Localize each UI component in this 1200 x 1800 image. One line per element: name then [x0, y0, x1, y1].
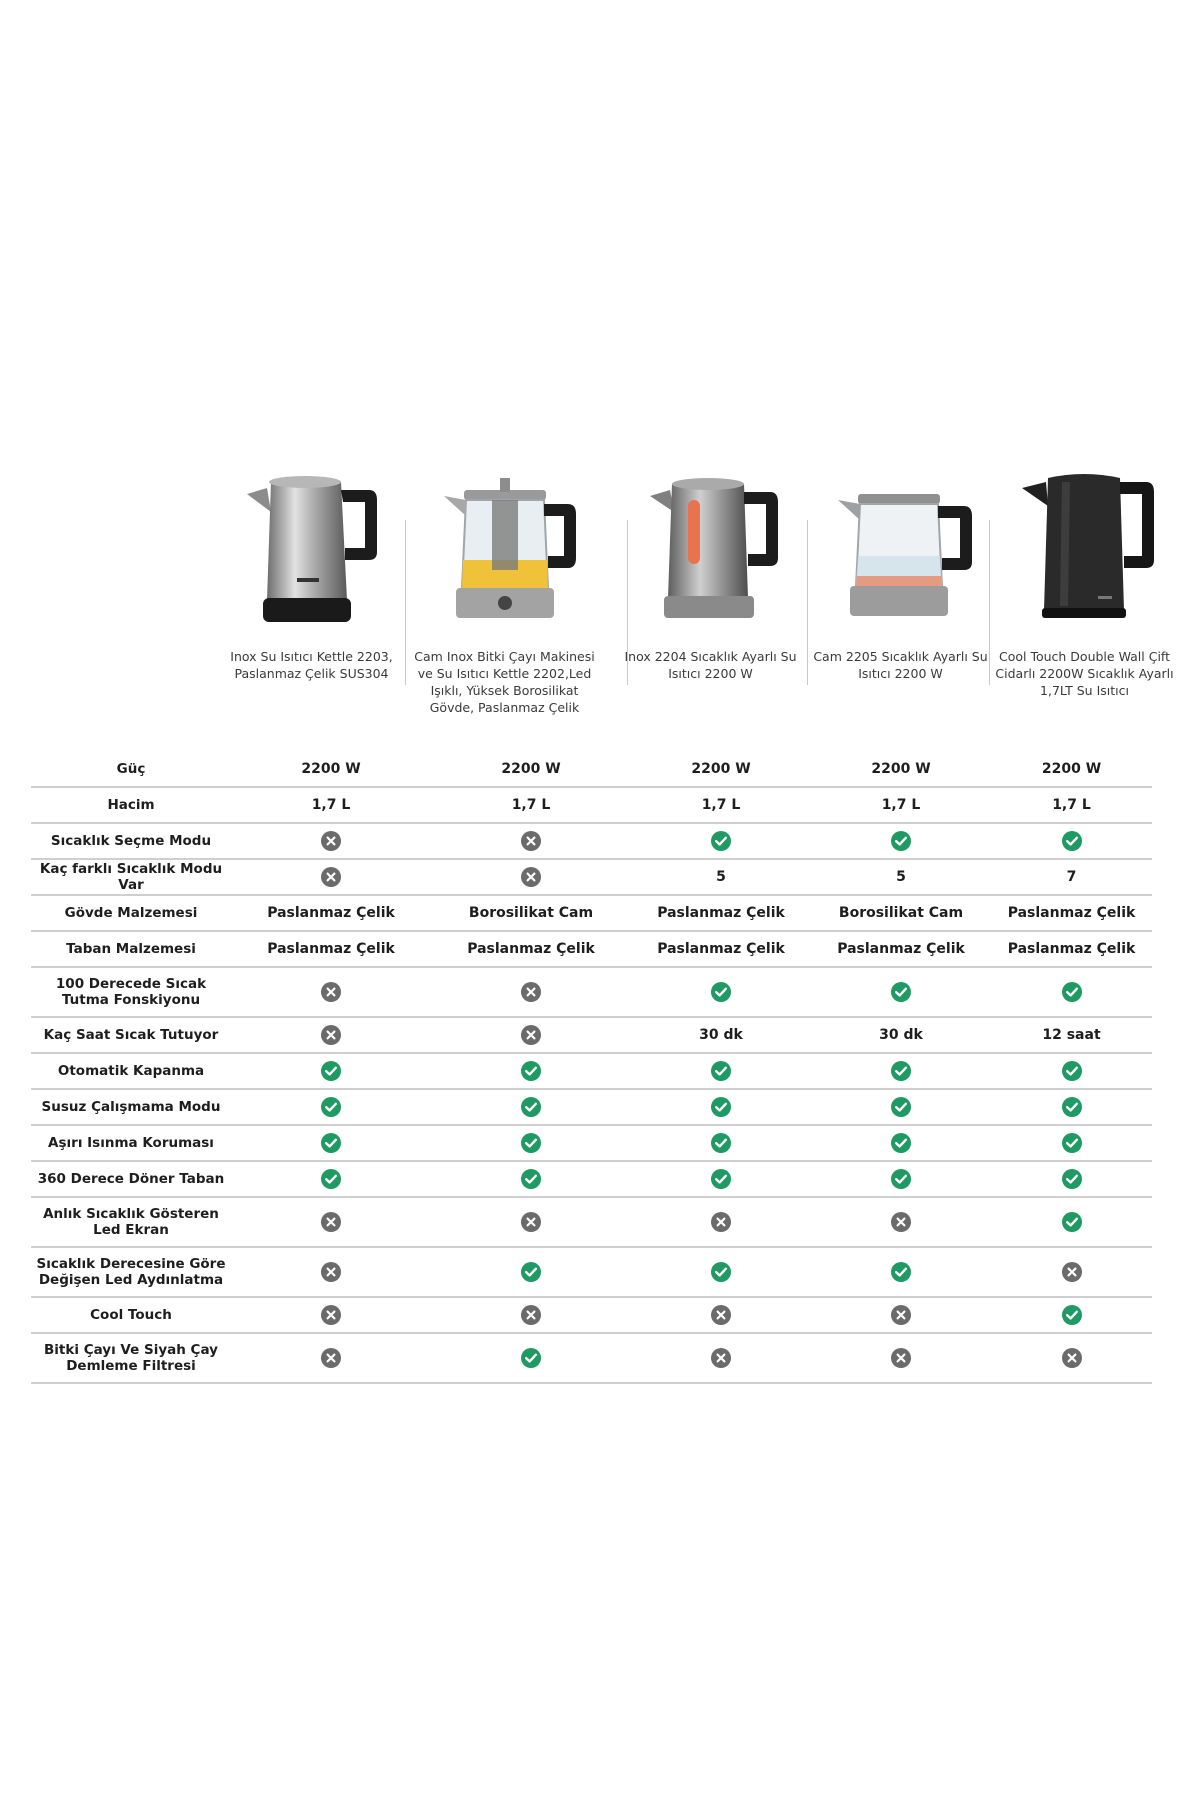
product-name: Cam Inox Bitki Çayı Makinesi ve Su Isıtıcı Kettle 2202,Led Işıklı, Yüksek Borosilikat Gövde, Paslanmaz Çelik — [414, 649, 595, 715]
cross-icon — [1061, 1347, 1083, 1369]
cell-value: Paslanmaz Çelik — [431, 931, 631, 967]
cell-icon — [631, 1247, 811, 1297]
cell-icon — [811, 1297, 991, 1333]
check-icon — [1061, 1304, 1083, 1326]
check-icon — [890, 1132, 912, 1154]
spec-row-susuz-calismama-modu — [31, 1089, 1152, 1125]
cell-value: 1,7 L — [631, 787, 811, 823]
cell-value: 1,7 L — [231, 787, 431, 823]
spec-row-kac-saat-sicak-tutuyor — [31, 1017, 1152, 1053]
check-icon — [890, 830, 912, 852]
cell-icon — [431, 1089, 631, 1125]
cell-icon — [811, 823, 991, 859]
cell-icon — [431, 1197, 631, 1247]
check-icon — [520, 1132, 542, 1154]
check-icon — [710, 1132, 732, 1154]
check-icon — [320, 1132, 342, 1154]
cell-icon — [631, 1333, 811, 1383]
cell-icon — [991, 967, 1152, 1017]
check-icon — [320, 1060, 342, 1082]
row-label: Hacim — [31, 787, 231, 823]
cell-icon — [431, 1247, 631, 1297]
spec-row-cool-touch — [31, 1297, 1152, 1333]
cell-value: Borosilikat Cam — [431, 895, 631, 931]
spec-row-govde-malzemesi — [31, 895, 1152, 931]
cell-value: Paslanmaz Çelik — [811, 931, 991, 967]
cell-icon — [811, 1125, 991, 1161]
spec-row-hacim — [31, 787, 1152, 823]
cell-icon — [991, 1197, 1152, 1247]
check-icon — [1061, 981, 1083, 1003]
cell-value: 30 dk — [811, 1017, 991, 1053]
product-4 — [808, 460, 993, 682]
cell-icon — [231, 1089, 431, 1125]
product-2 — [412, 460, 597, 716]
check-icon — [320, 1096, 342, 1118]
cross-icon — [320, 1024, 342, 1046]
row-label: Sıcaklık Derecesine Göre Değişen Led Aydınlatma — [31, 1247, 231, 1297]
cell-value: Paslanmaz Çelik — [631, 895, 811, 931]
glass-kettle-icon — [826, 460, 976, 630]
cell-value: 30 dk — [631, 1017, 811, 1053]
cross-icon — [1061, 1261, 1083, 1283]
cell-icon — [631, 823, 811, 859]
cross-icon — [320, 866, 342, 888]
cell-value: 5 — [811, 859, 991, 895]
cell-value: Paslanmaz Çelik — [991, 931, 1152, 967]
cell-value: Paslanmaz Çelik — [231, 931, 431, 967]
cell-icon — [991, 1125, 1152, 1161]
cross-icon — [710, 1304, 732, 1326]
glass-tea-kettle-icon — [430, 460, 580, 630]
cell-value: Paslanmaz Çelik — [991, 895, 1152, 931]
comparison-table-body — [31, 752, 1152, 1383]
row-label: Gövde Malzemesi — [31, 895, 231, 931]
check-icon — [1061, 1060, 1083, 1082]
cell-icon — [231, 1125, 431, 1161]
cell-icon — [231, 1297, 431, 1333]
cell-icon — [991, 1053, 1152, 1089]
cell-icon — [231, 823, 431, 859]
cell-value: 2200 W — [991, 752, 1152, 787]
product-name: Cam 2205 Sıcaklık Ayarlı Su Isıtıcı 2200 W — [813, 649, 988, 681]
cross-icon — [320, 981, 342, 1003]
check-icon — [520, 1096, 542, 1118]
check-icon — [1061, 1132, 1083, 1154]
check-icon — [890, 1096, 912, 1118]
cell-icon — [431, 1053, 631, 1089]
cell-icon — [991, 1089, 1152, 1125]
cell-icon — [811, 1247, 991, 1297]
row-label: Sıcaklık Seçme Modu — [31, 823, 231, 859]
cell-icon — [431, 1161, 631, 1197]
cell-icon — [991, 1161, 1152, 1197]
cell-icon — [991, 823, 1152, 859]
cross-icon — [520, 866, 542, 888]
cross-icon — [710, 1211, 732, 1233]
cell-icon — [991, 1297, 1152, 1333]
check-icon — [710, 830, 732, 852]
cell-icon — [991, 1247, 1152, 1297]
cell-value: 1,7 L — [991, 787, 1152, 823]
cell-icon — [811, 1333, 991, 1383]
divider — [989, 520, 990, 685]
cell-icon — [231, 1017, 431, 1053]
row-label: Bitki Çayı Ve Siyah Çay Demleme Filtresi — [31, 1333, 231, 1383]
cell-value: Paslanmaz Çelik — [231, 895, 431, 931]
comparison-table — [31, 752, 1152, 1384]
check-icon — [520, 1168, 542, 1190]
spec-row-otomatik-kapanma — [31, 1053, 1152, 1089]
row-label: Cool Touch — [31, 1297, 231, 1333]
cell-icon — [811, 1089, 991, 1125]
cell-value: 1,7 L — [811, 787, 991, 823]
cross-icon — [320, 1304, 342, 1326]
spec-row-anlik-sicaklik-gosteren-led-ekran — [31, 1197, 1152, 1247]
row-label: Susuz Çalışmama Modu — [31, 1089, 231, 1125]
cell-value: 2200 W — [231, 752, 431, 787]
check-icon — [710, 1261, 732, 1283]
cell-icon — [991, 1333, 1152, 1383]
cell-icon — [231, 967, 431, 1017]
spec-row-guc — [31, 752, 1152, 787]
cell-icon — [231, 1053, 431, 1089]
row-label: Otomatik Kapanma — [31, 1053, 231, 1089]
spec-row-360-derece-doner-taban — [31, 1161, 1152, 1197]
cell-value: 1,7 L — [431, 787, 631, 823]
product-name: Inox Su Isıtıcı Kettle 2203, Paslanmaz Çelik SUS304 — [230, 649, 393, 681]
check-icon — [890, 1060, 912, 1082]
product-name: Cool Touch Double Wall Çift Cidarlı 2200W Sıcaklık Ayarlı 1,7LT Su Isıtıcı — [995, 649, 1174, 698]
cell-value: 2200 W — [811, 752, 991, 787]
cell-icon — [431, 1333, 631, 1383]
cell-icon — [811, 1161, 991, 1197]
check-icon — [710, 1096, 732, 1118]
cell-icon — [231, 1161, 431, 1197]
cell-value: 7 — [991, 859, 1152, 895]
cell-icon — [431, 1297, 631, 1333]
cross-icon — [890, 1211, 912, 1233]
black-kettle-icon — [1010, 460, 1160, 630]
cell-value: Borosilikat Cam — [811, 895, 991, 931]
cross-icon — [320, 1261, 342, 1283]
cell-icon — [631, 1053, 811, 1089]
cross-icon — [320, 830, 342, 852]
product-header — [0, 0, 1200, 720]
cross-icon — [890, 1347, 912, 1369]
cell-value: 12 saat — [991, 1017, 1152, 1053]
cell-icon — [631, 967, 811, 1017]
product-name: Inox 2204 Sıcaklık Ayarlı Su Isıtıcı 2200 W — [624, 649, 797, 681]
check-icon — [520, 1261, 542, 1283]
steel-led-kettle-icon — [636, 460, 786, 630]
cell-value: 5 — [631, 859, 811, 895]
spec-row-taban-malzemesi — [31, 931, 1152, 967]
cell-icon — [231, 1247, 431, 1297]
cross-icon — [520, 1024, 542, 1046]
check-icon — [320, 1168, 342, 1190]
row-label: 100 Derecede Sıcak Tutma Fonskiyonu — [31, 967, 231, 1017]
spec-row-asiri-isinma-korumasi — [31, 1125, 1152, 1161]
product-3 — [618, 460, 803, 682]
cell-icon — [431, 1125, 631, 1161]
cell-icon — [231, 1333, 431, 1383]
row-label: Kaç farklı Sıcaklık Modu Var — [31, 859, 231, 895]
row-label: Taban Malzemesi — [31, 931, 231, 967]
row-label: Anlık Sıcaklık Gösteren Led Ekran — [31, 1197, 231, 1247]
spec-row-100-derecede-sicak-tutma-fonskiyonu — [31, 967, 1152, 1017]
cross-icon — [520, 981, 542, 1003]
cross-icon — [710, 1347, 732, 1369]
spec-row-sicaklik-secme-modu — [31, 823, 1152, 859]
check-icon — [1061, 1096, 1083, 1118]
cell-value: Paslanmaz Çelik — [631, 931, 811, 967]
cell-icon — [231, 1197, 431, 1247]
cell-icon — [631, 1161, 811, 1197]
spec-row-kac-farkli-sicaklik-modu-var — [31, 859, 1152, 895]
cell-icon — [631, 1125, 811, 1161]
check-icon — [890, 981, 912, 1003]
divider — [405, 520, 406, 685]
cell-value: 2200 W — [431, 752, 631, 787]
product-1 — [219, 460, 404, 682]
check-icon — [710, 1168, 732, 1190]
spec-row-bitki-cayi-ve-siyah-cay-demleme-filtresi — [31, 1333, 1152, 1383]
check-icon — [1061, 830, 1083, 852]
steel-kettle-icon — [237, 460, 387, 630]
check-icon — [710, 981, 732, 1003]
check-icon — [520, 1060, 542, 1082]
cell-icon — [631, 1089, 811, 1125]
cross-icon — [890, 1304, 912, 1326]
cell-value: 2200 W — [631, 752, 811, 787]
cell-icon — [811, 967, 991, 1017]
cell-icon — [431, 859, 631, 895]
cell-icon — [431, 1017, 631, 1053]
cross-icon — [320, 1347, 342, 1369]
cross-icon — [520, 1211, 542, 1233]
cell-icon — [231, 859, 431, 895]
cross-icon — [320, 1211, 342, 1233]
cross-icon — [520, 830, 542, 852]
check-icon — [890, 1168, 912, 1190]
row-label: Aşırı Isınma Koruması — [31, 1125, 231, 1161]
spec-row-sicaklik-derecesine-gore-degisen-led-aydinlatma — [31, 1247, 1152, 1297]
check-icon — [890, 1261, 912, 1283]
cell-icon — [631, 1297, 811, 1333]
cell-icon — [811, 1197, 991, 1247]
check-icon — [1061, 1168, 1083, 1190]
row-label: Güç — [31, 752, 231, 787]
check-icon — [520, 1347, 542, 1369]
row-label: Kaç Saat Sıcak Tutuyor — [31, 1017, 231, 1053]
check-icon — [1061, 1211, 1083, 1233]
cell-icon — [631, 1197, 811, 1247]
product-5 — [992, 460, 1177, 699]
cross-icon — [520, 1304, 542, 1326]
check-icon — [710, 1060, 732, 1082]
cell-icon — [431, 823, 631, 859]
row-label: 360 Derece Döner Taban — [31, 1161, 231, 1197]
cell-icon — [811, 1053, 991, 1089]
cell-icon — [431, 967, 631, 1017]
